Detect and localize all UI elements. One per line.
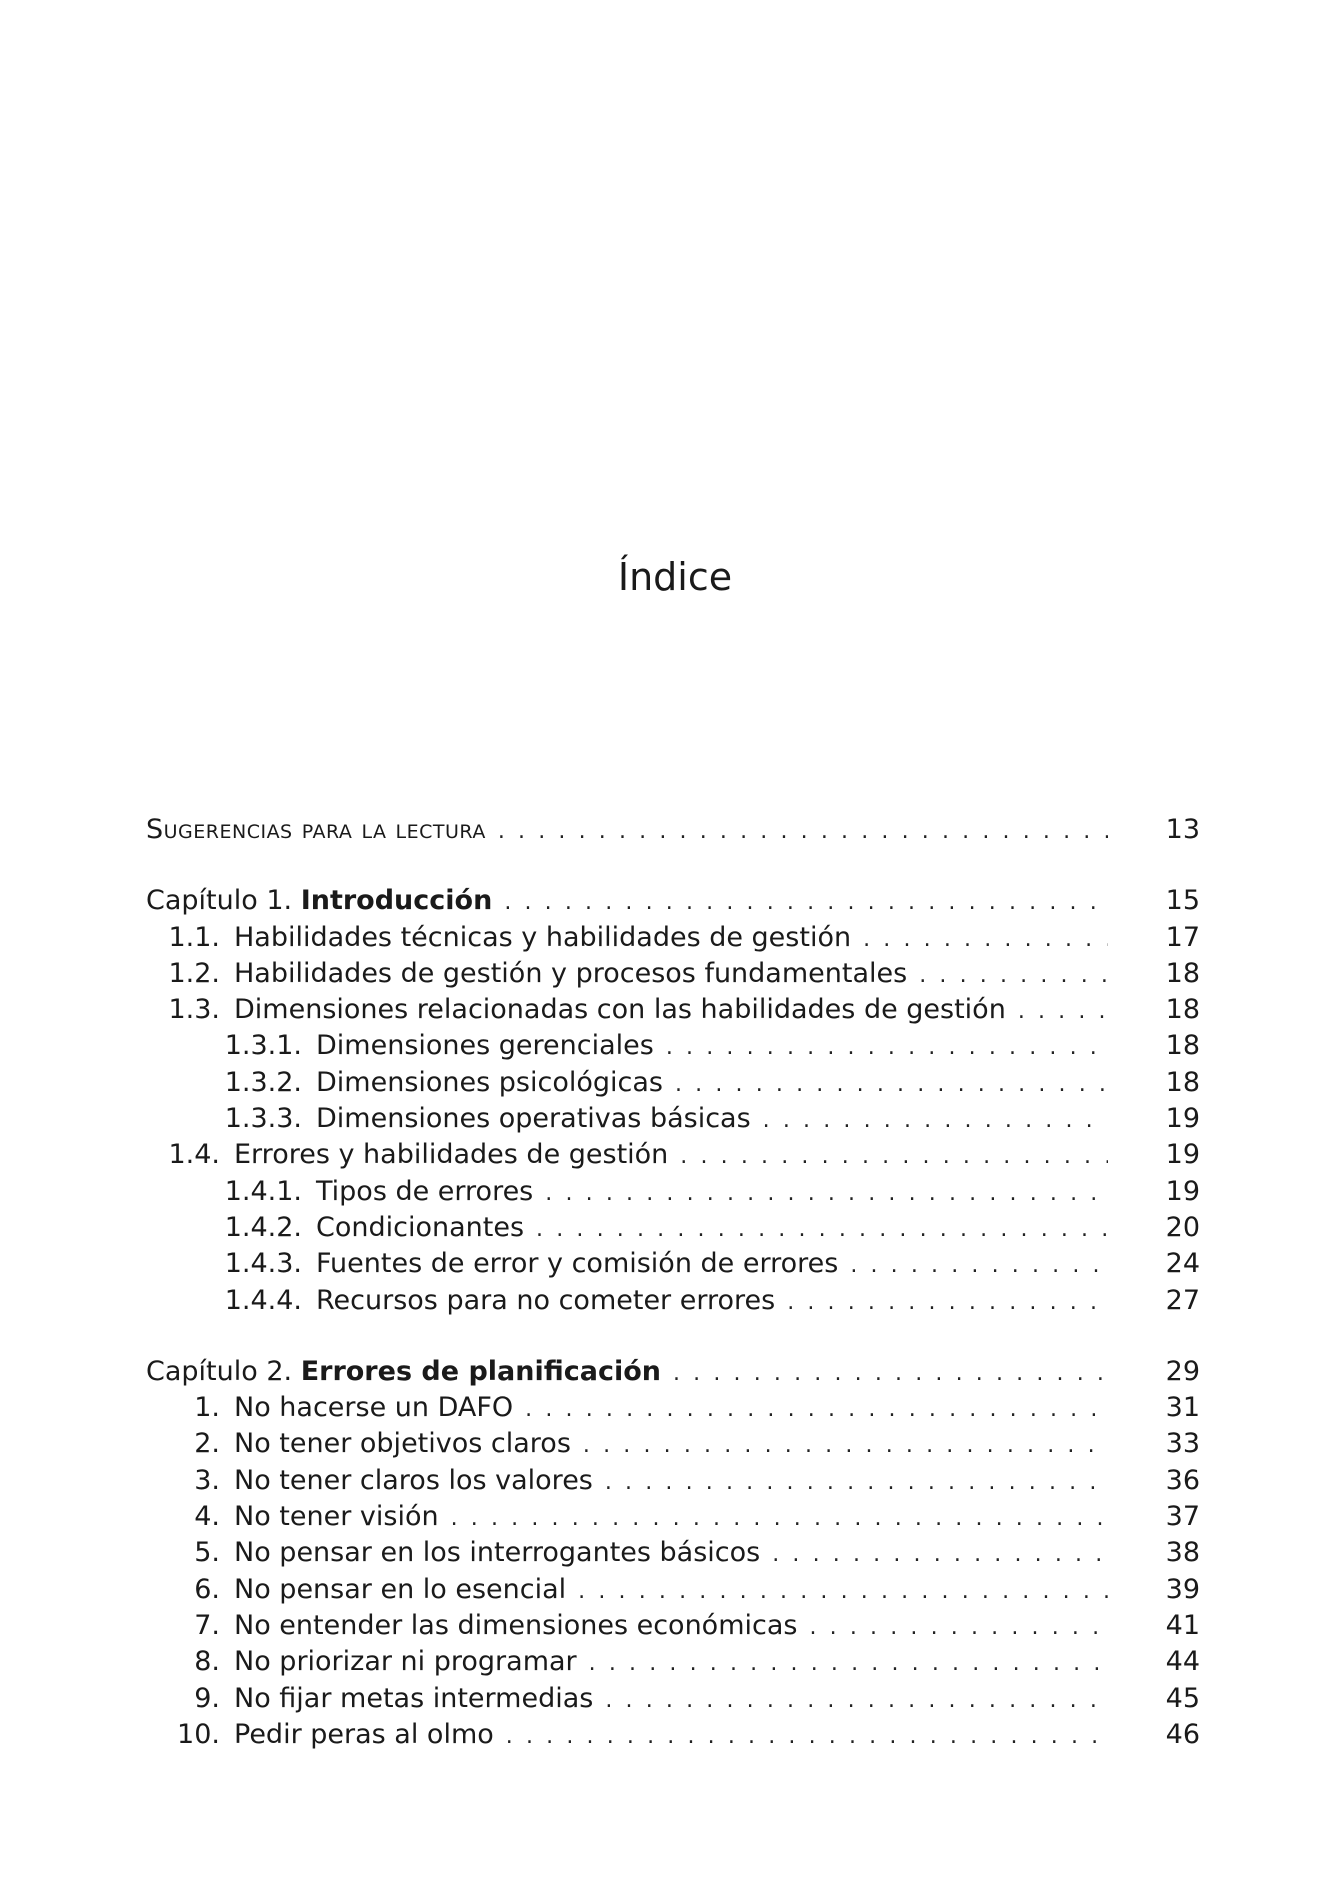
- dot-leader: [809, 1610, 1108, 1646]
- dot-leader: [589, 1646, 1108, 1682]
- toc-entry[interactable]: [146, 1535, 1200, 1571]
- toc-entry-title: [316, 1065, 663, 1101]
- dot-leader: [850, 1248, 1108, 1284]
- toc-entry-number: 2.: [194, 1428, 220, 1460]
- table-of-contents: [146, 812, 1200, 1753]
- toc-page-number: 27: [1165, 1284, 1200, 1316]
- toc-page-number: 19: [1165, 1139, 1200, 1171]
- toc-entry[interactable]: [146, 1101, 1200, 1137]
- toc-entry[interactable]: [146, 1644, 1200, 1680]
- dot-leader: [605, 1465, 1108, 1501]
- toc-entry-label: Habilidades de gestión y procesos fundamentales: [234, 957, 908, 989]
- toc-page-number: 13: [1165, 814, 1200, 845]
- dot-leader: [666, 1030, 1108, 1066]
- toc-entry-number: 10.: [177, 1718, 220, 1750]
- toc-entry-title: [316, 1246, 838, 1282]
- toc-entry-label: Pedir peras al olmo: [234, 1718, 494, 1750]
- dot-leader: [1018, 994, 1108, 1030]
- toc-page-number: 18: [1165, 994, 1200, 1026]
- toc-entry-title: [234, 1426, 571, 1462]
- toc-chapter-entry[interactable]: [146, 883, 1200, 919]
- toc-entry[interactable]: [146, 1463, 1200, 1499]
- toc-page-number: 41: [1165, 1609, 1200, 1641]
- toc-entry-title: [146, 1354, 661, 1390]
- toc-entry[interactable]: [146, 992, 1200, 1028]
- toc-entry-number: 1.1.: [168, 921, 220, 953]
- dot-leader: [863, 922, 1108, 958]
- toc-entry-label: Dimensiones gerenciales: [316, 1030, 654, 1062]
- toc-page-number: 46: [1165, 1718, 1200, 1750]
- toc-page-number: 38: [1165, 1537, 1200, 1569]
- toc-entry-number: 1.2.: [168, 957, 220, 989]
- toc-entry[interactable]: [146, 1499, 1200, 1535]
- toc-entry-label: Dimensiones psicológicas: [316, 1066, 663, 1098]
- toc-entry-number: 9.: [194, 1682, 220, 1714]
- toc-entry-label: Habilidades técnicas y habilidades de gestión: [234, 921, 852, 953]
- toc-entry[interactable]: [146, 1681, 1200, 1717]
- toc-entry-title: [316, 1028, 654, 1064]
- toc-entry-label: Fuentes de error y comisión de errores: [316, 1248, 839, 1280]
- toc-entry-number: 1.3.2.: [224, 1066, 302, 1098]
- toc-entry[interactable]: [146, 956, 1200, 992]
- toc-chapter-prefix: Capítulo 1.: [146, 885, 301, 917]
- toc-page-number: 17: [1165, 921, 1200, 953]
- toc-page-number: 33: [1165, 1428, 1200, 1460]
- toc-page-number: 18: [1165, 957, 1200, 989]
- toc-entry-label: Errores y habilidades de gestión: [234, 1139, 669, 1171]
- toc-entry-title: [146, 812, 486, 848]
- toc-entry-number: 7.: [194, 1609, 220, 1641]
- toc-entry-title: [234, 1717, 494, 1753]
- toc-chapter-entry[interactable]: [146, 1354, 1200, 1390]
- dot-leader: [536, 1212, 1108, 1248]
- toc-page-number: 31: [1165, 1392, 1200, 1424]
- dot-leader: [525, 1392, 1108, 1428]
- toc-entry[interactable]: [146, 1572, 1200, 1608]
- toc-entry[interactable]: [146, 1065, 1200, 1101]
- dot-leader: [545, 1176, 1108, 1212]
- dot-leader: [578, 1574, 1108, 1610]
- toc-page-number: 18: [1165, 1066, 1200, 1098]
- dot-leader: [506, 1719, 1108, 1755]
- toc-entry[interactable]: [146, 1210, 1200, 1246]
- dot-leader: [919, 958, 1108, 994]
- toc-entry-number: 1.4.2.: [224, 1211, 302, 1243]
- toc-entry-title: [234, 956, 907, 992]
- toc-page-number: 19: [1165, 1175, 1200, 1207]
- toc-entry-number: 1.3.: [168, 994, 220, 1026]
- toc-entry-label: Sugerencias para la lectura: [146, 814, 486, 845]
- toc-entry-number: 1.4.3.: [224, 1248, 302, 1280]
- toc-page-number: 19: [1165, 1103, 1200, 1135]
- toc-entry-title: [234, 1390, 513, 1426]
- toc-entry-number: 1.3.3.: [224, 1103, 302, 1135]
- toc-entry-label: No fijar metas intermedias: [234, 1682, 594, 1714]
- toc-entry[interactable]: [146, 1174, 1200, 1210]
- toc-entry-label: No entender las dimensiones económicas: [234, 1609, 798, 1641]
- toc-entry-title: [234, 1535, 760, 1571]
- dot-leader: [498, 814, 1108, 850]
- dot-leader: [772, 1537, 1108, 1573]
- toc-page-number: 36: [1165, 1464, 1200, 1496]
- toc-page-number: 18: [1165, 1030, 1200, 1062]
- page-title: Índice: [617, 555, 733, 599]
- toc-entry[interactable]: [146, 920, 1200, 956]
- toc-entry-number: 1.4.: [168, 1139, 220, 1171]
- toc-entry[interactable]: [146, 1717, 1200, 1753]
- toc-entry-label: Dimensiones operativas básicas: [316, 1103, 751, 1135]
- toc-entry-title: [234, 992, 1006, 1028]
- toc-entry-title: [316, 1101, 751, 1137]
- toc-entry-label: No tener visión: [234, 1501, 439, 1533]
- toc-entry-label: No tener claros los valores: [234, 1464, 593, 1496]
- toc-entry-label: No hacerse un DAFO: [234, 1392, 514, 1424]
- toc-entry-label: No priorizar ni programar: [234, 1646, 577, 1678]
- toc-entry-label: Recursos para no cometer errores: [316, 1284, 776, 1316]
- toc-page-number: 37: [1165, 1501, 1200, 1533]
- toc-entry-number: 3.: [194, 1464, 220, 1496]
- toc-entry-title: [316, 1174, 533, 1210]
- toc-chapter-prefix: Capítulo 2.: [146, 1355, 301, 1387]
- dot-leader: [763, 1103, 1108, 1139]
- toc-page-number: 15: [1165, 885, 1200, 917]
- toc-entry-number: 1.4.1.: [224, 1175, 302, 1207]
- toc-entry-title: [234, 1608, 797, 1644]
- toc-entry[interactable]: [146, 1608, 1200, 1644]
- toc-chapter-entry[interactable]: [146, 812, 1200, 848]
- toc-entry-title: [234, 1463, 593, 1499]
- toc-page-number: 44: [1165, 1646, 1200, 1678]
- toc-entry[interactable]: [146, 1390, 1200, 1426]
- toc-page-number: 24: [1165, 1248, 1200, 1280]
- toc-entry[interactable]: [146, 1246, 1200, 1282]
- dot-leader: [504, 885, 1108, 921]
- toc-entry-number: 4.: [194, 1501, 220, 1533]
- toc-entry-title: [234, 920, 851, 956]
- toc-entry-title: [316, 1283, 775, 1319]
- toc-page-number: 29: [1165, 1355, 1200, 1387]
- dot-leader: [680, 1139, 1108, 1175]
- toc-entry-number: 8.: [194, 1646, 220, 1678]
- toc-entry-label: No tener objetivos claros: [234, 1428, 571, 1460]
- toc-entry-number: 1.: [194, 1392, 220, 1424]
- toc-entry-title: [234, 1681, 593, 1717]
- toc-page-number: 39: [1165, 1573, 1200, 1605]
- dot-leader: [605, 1683, 1108, 1719]
- toc-entry[interactable]: [146, 1283, 1200, 1319]
- toc-entry[interactable]: [146, 1028, 1200, 1064]
- toc-page-number: 20: [1165, 1211, 1200, 1243]
- toc-entry-label: Introducción: [300, 885, 493, 917]
- toc-page-number: 45: [1165, 1682, 1200, 1714]
- toc-entry-label: Condicionantes: [316, 1211, 525, 1243]
- toc-entry-title: [234, 1499, 439, 1535]
- toc-entry-title: [234, 1137, 668, 1173]
- dot-leader: [583, 1428, 1108, 1464]
- toc-entry-title: [146, 883, 492, 919]
- toc-entry-label: Errores de planificación: [300, 1355, 661, 1387]
- toc-entry[interactable]: [146, 1426, 1200, 1462]
- toc-entry-label: No pensar en los interrogantes básicos: [234, 1537, 761, 1569]
- dot-leader: [451, 1501, 1108, 1537]
- toc-entry-number: 1.4.4.: [224, 1284, 302, 1316]
- dot-leader: [675, 1067, 1108, 1103]
- toc-entry-title: [234, 1572, 566, 1608]
- toc-entry-label: Dimensiones relacionadas con las habilidades de gestión: [234, 994, 1006, 1026]
- toc-entry-number: 6.: [194, 1573, 220, 1605]
- dot-leader: [673, 1356, 1108, 1392]
- toc-entry-title: [234, 1644, 577, 1680]
- toc-entry-label: No pensar en lo esencial: [234, 1573, 567, 1605]
- toc-entry-number: 1.3.1.: [224, 1030, 302, 1062]
- toc-entry-title: [316, 1210, 524, 1246]
- dot-leader: [787, 1285, 1108, 1321]
- toc-entry[interactable]: [146, 1137, 1200, 1173]
- toc-entry-label: Tipos de errores: [316, 1175, 534, 1207]
- toc-entry-number: 5.: [194, 1537, 220, 1569]
